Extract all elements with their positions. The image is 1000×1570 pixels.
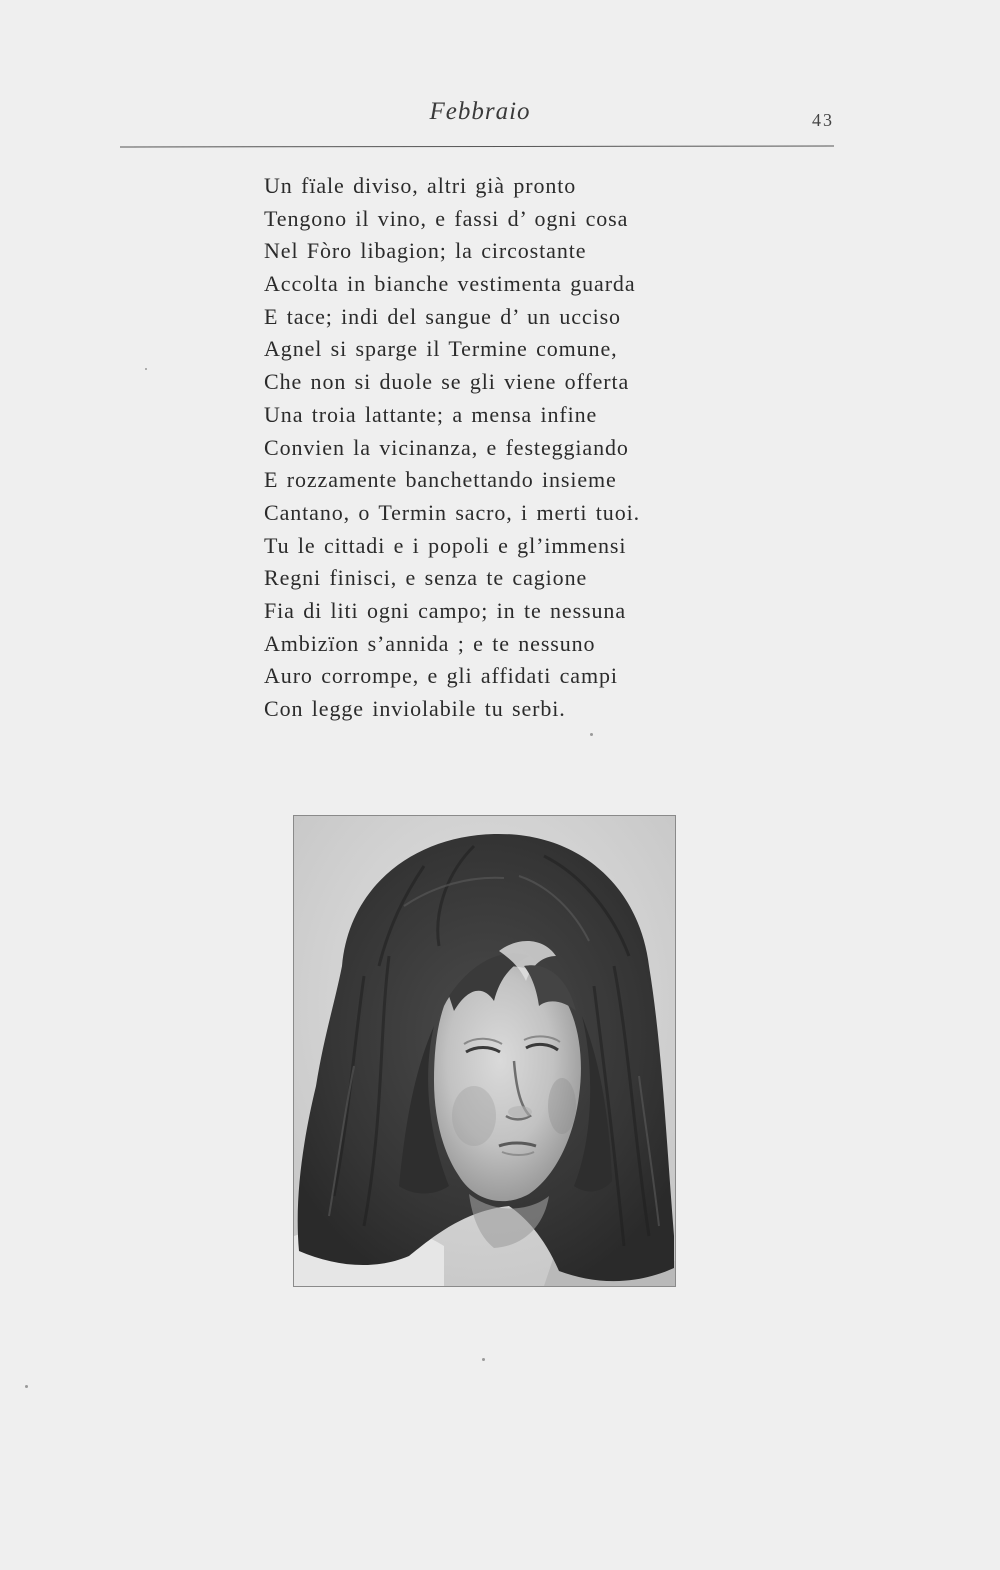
poem-line: Un fïale diviso, altri già pronto <box>264 173 577 198</box>
paper-speck <box>145 368 147 370</box>
poem-text <box>264 170 734 726</box>
poem-line: Nel Fòro libagion; la circostante <box>264 238 587 264</box>
poem-line: Con legge inviolabile tu serbi. <box>264 696 566 721</box>
paper-speck <box>25 1385 28 1388</box>
paper-speck <box>590 733 593 736</box>
poem-line: Una troia lattante; a mensa infine <box>264 401 598 427</box>
poem-line: Cantano, o Termin sacro, i merti tuoi. <box>264 499 641 525</box>
poem-line: Accolta in bianche vestimenta guarda <box>264 271 636 297</box>
poem-line: Convien la vicinanza, e festeggiando <box>264 434 629 460</box>
poem-line: Tu le cittadi e i popoli e gl’immensi <box>264 532 627 558</box>
paper-speck <box>482 1358 485 1361</box>
page-number: 43 <box>812 110 834 130</box>
poem-line: Auro corrompe, e gli affidati campi <box>264 663 618 689</box>
portrait-illustration <box>293 815 676 1287</box>
header-rule <box>120 146 834 148</box>
poem-line: Agnel si sparge il Termine comune, <box>264 336 618 362</box>
poem-line: E tace; indi del sangue d’ un ucciso <box>264 303 621 329</box>
poem-line: Tengono il vino, e fassi d’ ogni cosa <box>264 205 629 231</box>
poem-line: Che non si duole se gli viene offerta <box>264 369 630 395</box>
poem-line: Fia di liti ogni campo; in te nessuna <box>264 597 626 623</box>
portrait-drawing <box>294 816 675 1286</box>
poem-line: E rozzamente banchettando insieme <box>264 467 617 493</box>
running-title: Febbraio <box>429 98 531 125</box>
poem-line: Ambizïon s’annida ; e te nessuno <box>264 630 596 656</box>
poem-line: Regni finisci, e senza te cagione <box>264 565 588 591</box>
